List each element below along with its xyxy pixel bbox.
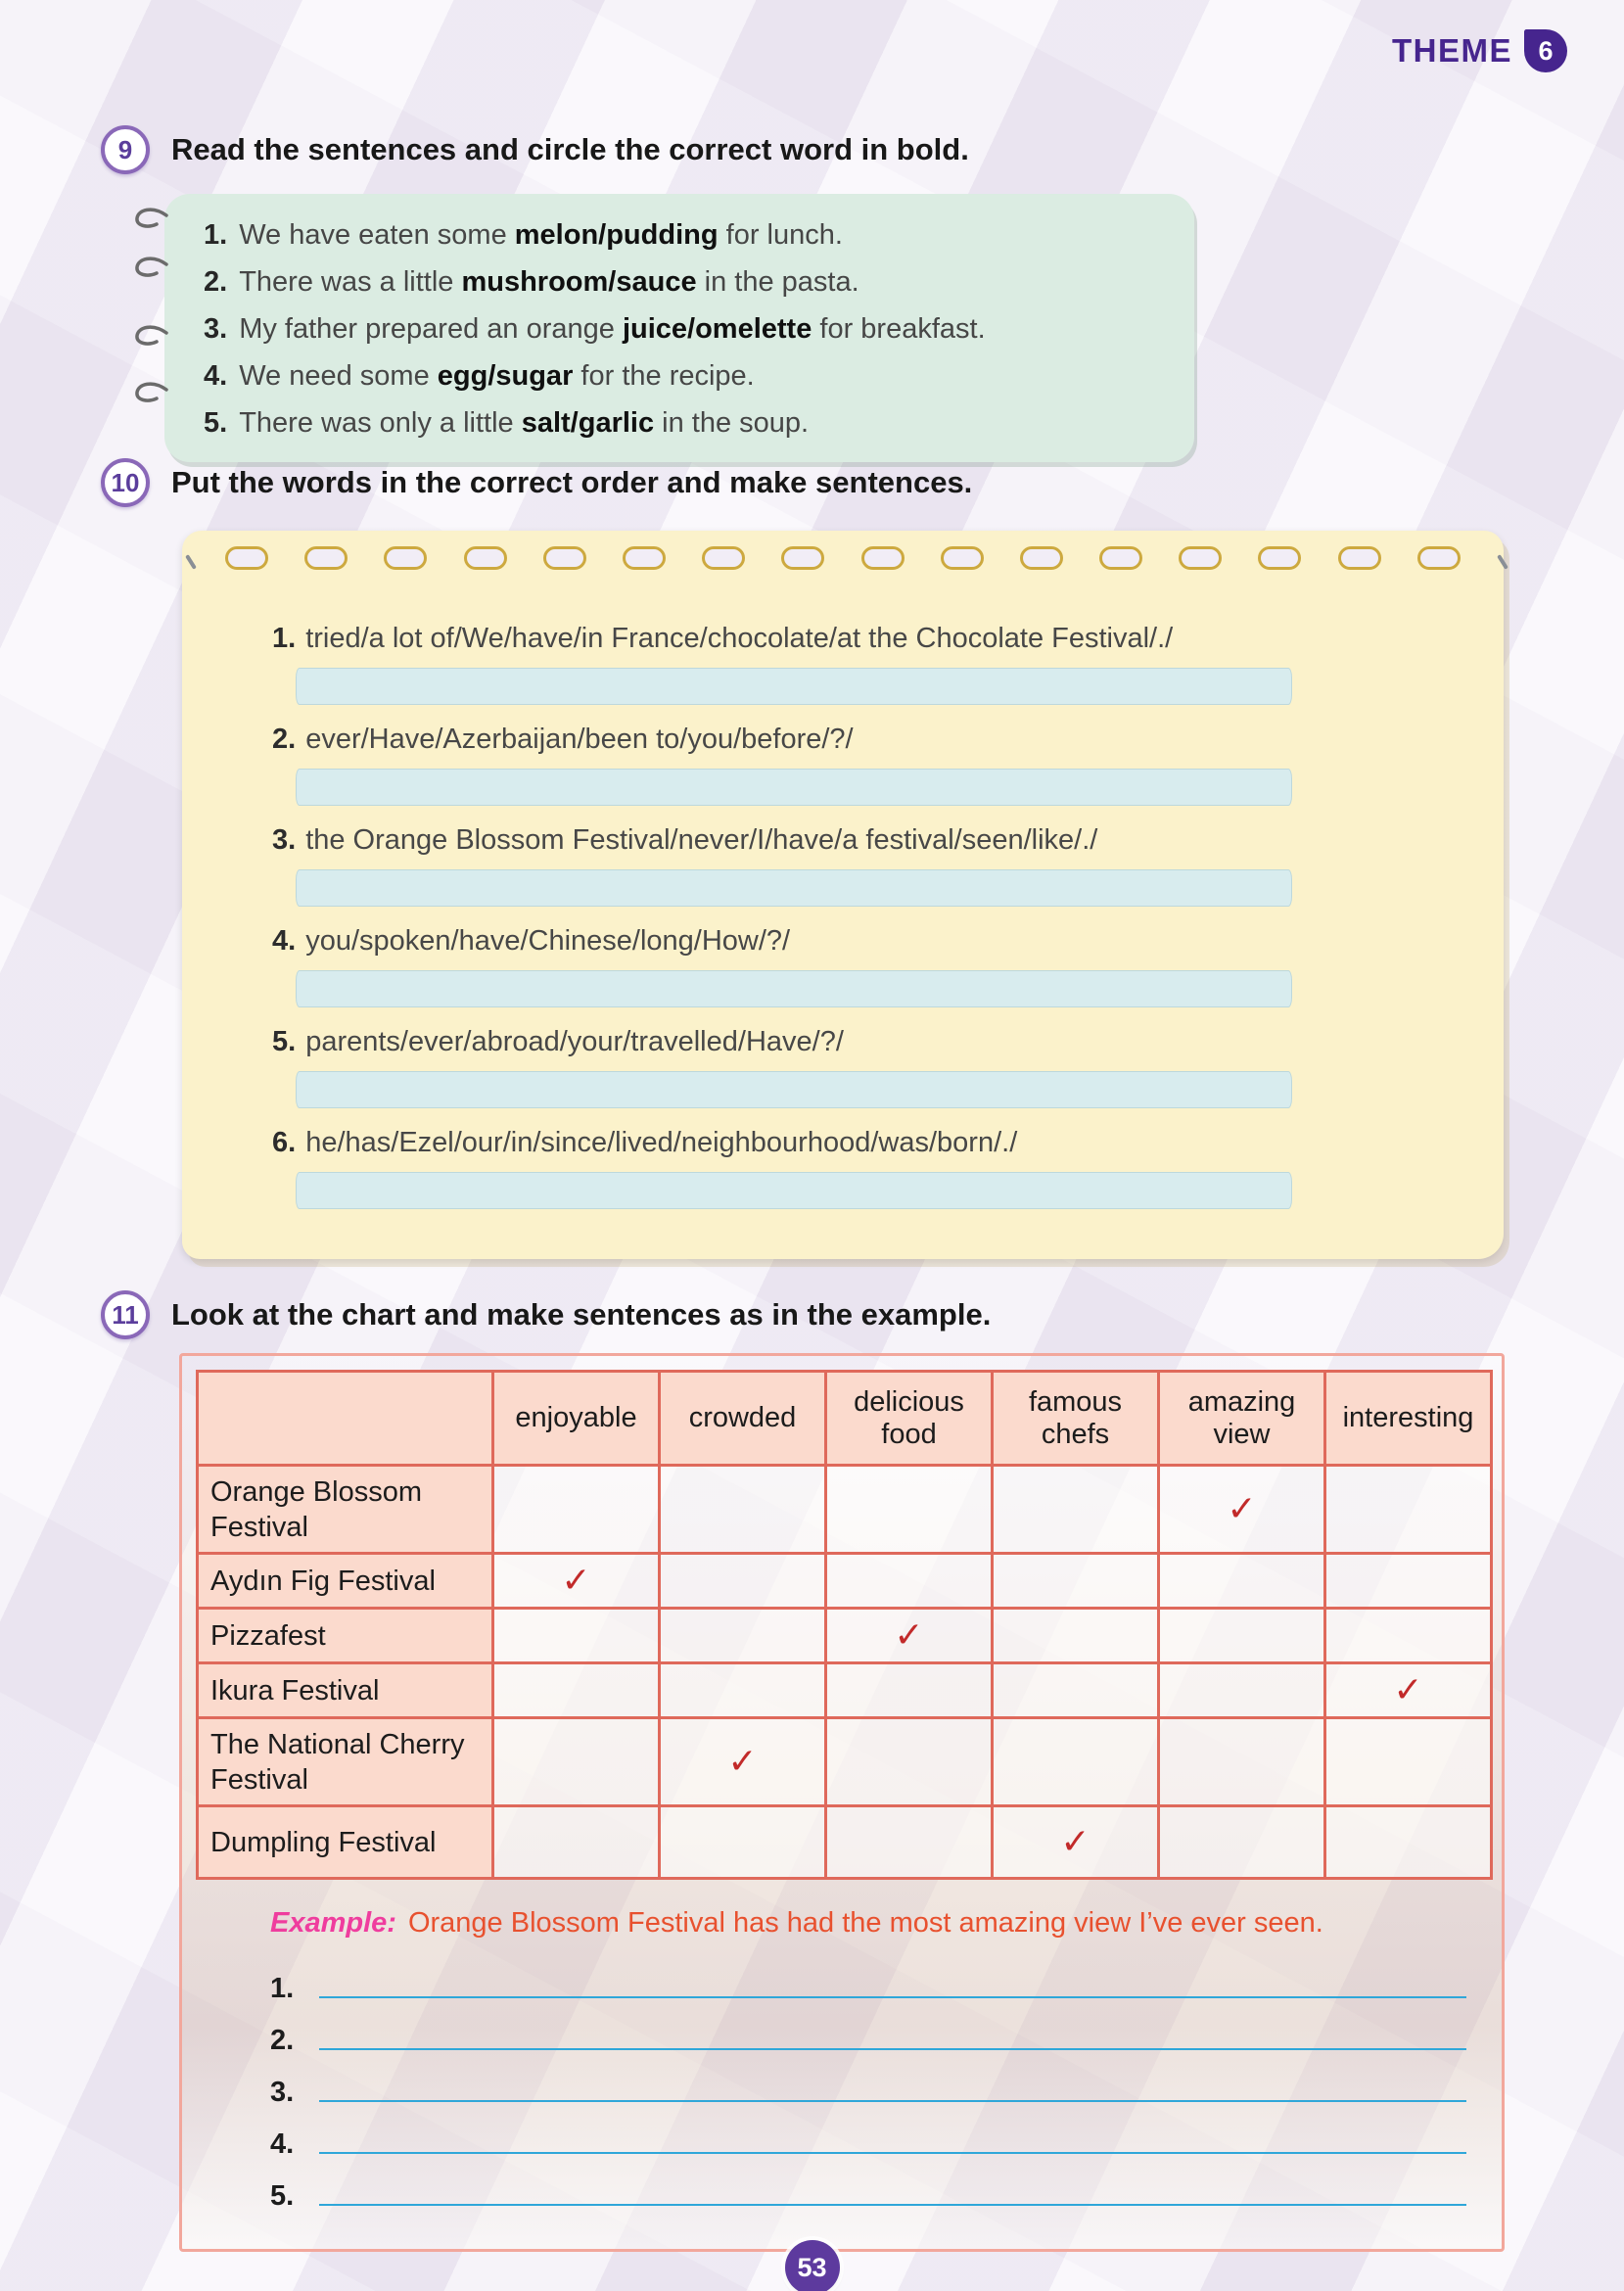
ordering-words: ever/Have/Azerbaijan/been to/you/before/?/ [305, 724, 854, 755]
binder-hole [941, 546, 984, 570]
answer-line-number: 4. [270, 2128, 295, 2160]
binder-hole [1338, 546, 1381, 570]
table-row [198, 1806, 1492, 1879]
check-cell: ✓ [1159, 1466, 1325, 1554]
table-row [198, 1663, 1492, 1718]
check-cell [660, 1609, 826, 1663]
sentence-post: for breakfast. [812, 313, 986, 345]
exercise9-header [101, 125, 969, 174]
answer-lines [270, 1953, 1478, 2213]
ordering-words: the Orange Blossom Festival/never/I/have/a festival/seen/like/./ [305, 824, 1098, 856]
ordering-item [272, 1022, 1449, 1108]
theme-label: THEME [1392, 32, 1512, 69]
ordering-words: parents/ever/abroad/your/travelled/Have/?/ [305, 1026, 844, 1057]
sentence-pre: There was only a little [239, 407, 522, 439]
ordering-item [272, 720, 1449, 806]
sentence-bold-choice[interactable]: egg/sugar [437, 360, 574, 392]
ordering-words: you/spoken/have/Chinese/long/How/?/ [305, 925, 791, 957]
check-cell [493, 1663, 660, 1718]
check-cell [1325, 1609, 1492, 1663]
push-pin-icon [1478, 519, 1517, 564]
answer-line-number: 1. [270, 1973, 295, 2004]
column-header [198, 1372, 493, 1466]
sentence-item [204, 211, 1167, 258]
ordering-number: 3. [272, 824, 297, 856]
check-cell [660, 1663, 826, 1718]
sentence-bold-choice[interactable]: juice/omelette [622, 313, 812, 345]
check-cell [1159, 1663, 1325, 1718]
check-cell [1159, 1806, 1325, 1879]
theme-number: 6 [1538, 35, 1554, 66]
example-label: Example: [270, 1907, 396, 1939]
exercise10-header [101, 458, 972, 507]
check-cell: ✓ [826, 1609, 993, 1663]
sentence-bold-choice[interactable]: melon/pudding [514, 219, 719, 251]
check-cell [826, 1554, 993, 1609]
theme-header [1392, 29, 1567, 72]
binder-hole [623, 546, 666, 570]
row-label: Orange Blossom Festival [198, 1466, 493, 1554]
check-cell [993, 1466, 1159, 1554]
answer-line-number: 2. [270, 2025, 295, 2056]
exercise11-number-badge: 11 [101, 1290, 150, 1339]
check-cell [1159, 1554, 1325, 1609]
answer-line-row [270, 1953, 1478, 2005]
check-cell [1159, 1718, 1325, 1806]
check-cell [660, 1554, 826, 1609]
sentence-text [239, 211, 843, 258]
check-cell [660, 1806, 826, 1879]
binder-hole [1099, 546, 1142, 570]
ordering-words: he/has/Ezel/our/in/since/lived/neighbourhood/was/born/./ [305, 1127, 1018, 1158]
column-header: amazing view [1159, 1372, 1325, 1466]
column-header: interesting [1325, 1372, 1492, 1466]
exercise9-number-badge: 9 [101, 125, 150, 174]
ordering-item [272, 1123, 1449, 1209]
binder-hole [1020, 546, 1063, 570]
check-cell [1325, 1718, 1492, 1806]
sentence-number: 1. [204, 219, 228, 251]
ordering-number: 2. [272, 724, 297, 755]
exercise9-sentence-box [164, 194, 1194, 462]
exercise11-header [101, 1290, 991, 1339]
ordering-number: 6. [272, 1127, 297, 1158]
binder-hole [1417, 546, 1461, 570]
festival-chart [196, 1370, 1493, 1880]
sentence-item [204, 352, 1167, 399]
ordering-items [272, 619, 1449, 1224]
clip-hook-icon [131, 325, 170, 353]
sentence-number: 3. [204, 313, 228, 345]
theme-number-badge [1524, 29, 1567, 72]
check-cell [493, 1609, 660, 1663]
check-cell [1325, 1806, 1492, 1879]
answer-line-number: 5. [270, 2180, 295, 2212]
binder-hole [304, 546, 348, 570]
ordering-number: 1. [272, 623, 297, 654]
festival-chart-box [179, 1353, 1505, 2252]
sentence-bold-choice[interactable]: mushroom/sauce [461, 266, 697, 298]
binder-hole [464, 546, 507, 570]
column-header: famous chefs [993, 1372, 1159, 1466]
exercise11-title: Look at the chart and make sentences as in the example. [171, 1297, 992, 1332]
sentence-post: in the soup. [654, 407, 810, 439]
check-cell [1325, 1466, 1492, 1554]
sentence-number: 2. [204, 266, 228, 298]
clip-hook-icon [131, 382, 170, 410]
answer-line-row [270, 2109, 1478, 2161]
check-cell [993, 1554, 1159, 1609]
check-cell [1159, 1609, 1325, 1663]
check-cell: ✓ [493, 1554, 660, 1609]
answer-strip[interactable] [296, 1071, 1292, 1108]
answer-line-row [270, 2057, 1478, 2109]
check-cell [826, 1718, 993, 1806]
column-header: crowded [660, 1372, 826, 1466]
sentence-post: in the pasta. [696, 266, 859, 298]
check-cell [826, 1663, 993, 1718]
sentence-post: for lunch. [718, 219, 843, 251]
check-cell [826, 1806, 993, 1879]
sentence-text [239, 258, 858, 305]
sentence-item [204, 399, 1167, 446]
binder-hole [543, 546, 586, 570]
binder-hole [781, 546, 824, 570]
exercise10-number-badge: 10 [101, 458, 150, 507]
answer-line[interactable] [319, 1996, 1466, 1998]
row-label: The National Cherry Festival [198, 1718, 493, 1806]
ordering-item [272, 820, 1449, 907]
ordering-number: 5. [272, 1026, 297, 1057]
ordering-item [272, 619, 1449, 705]
answer-strip[interactable] [296, 869, 1292, 907]
push-pin-icon [166, 519, 206, 564]
sentence-item [204, 258, 1167, 305]
check-cell [993, 1609, 1159, 1663]
sentence-number: 5. [204, 407, 228, 439]
sentence-number: 4. [204, 360, 228, 392]
answer-strip[interactable] [296, 668, 1292, 705]
answer-line-number: 3. [270, 2077, 295, 2108]
page-number: 53 [797, 2252, 827, 2282]
page-number-badge [785, 2240, 840, 2291]
sentence-text [239, 352, 755, 399]
check-cell: ✓ [993, 1806, 1159, 1879]
check-cell [993, 1663, 1159, 1718]
sentence-text [239, 399, 809, 446]
answer-strip[interactable] [296, 769, 1292, 806]
ordering-number: 4. [272, 925, 297, 957]
answer-line-row [270, 2161, 1478, 2213]
binder-holes [225, 546, 1461, 570]
check-cell [826, 1466, 993, 1554]
table-row [198, 1466, 1492, 1554]
exercise9-title: Read the sentences and circle the correct word in bold. [171, 132, 969, 166]
check-cell [493, 1718, 660, 1806]
exercise10-title: Put the words in the correct order and make sentences. [171, 465, 973, 499]
check-cell [1325, 1554, 1492, 1609]
table-row [198, 1718, 1492, 1806]
answer-line-row [270, 2005, 1478, 2057]
row-label: Pizzafest [198, 1609, 493, 1663]
table-row [198, 1609, 1492, 1663]
check-cell: ✓ [1325, 1663, 1492, 1718]
table-header-row [198, 1372, 1492, 1466]
sentence-text [239, 305, 985, 352]
example-text: Orange Blossom Festival has had the most amazing view I’ve ever seen. [407, 1907, 1323, 1939]
row-label: Ikura Festival [198, 1663, 493, 1718]
binder-hole [1179, 546, 1222, 570]
column-header: delicious food [826, 1372, 993, 1466]
check-cell [660, 1466, 826, 1554]
sentence-pre: We have eaten some [239, 219, 515, 251]
ordering-words: tried/a lot of/We/have/in France/chocolate/at the Chocolate Festival/./ [305, 623, 1174, 654]
answer-line[interactable] [319, 2048, 1466, 2050]
check-cell [493, 1806, 660, 1879]
binder-hole [1258, 546, 1301, 570]
table-row [198, 1554, 1492, 1609]
check-cell [993, 1718, 1159, 1806]
answer-line[interactable] [319, 2100, 1466, 2102]
clip-hook-icon [131, 208, 170, 236]
sentence-pre: We need some [239, 360, 438, 392]
sentence-bold-choice[interactable]: salt/garlic [521, 407, 655, 439]
binder-hole [225, 546, 268, 570]
sentence-item [204, 305, 1167, 352]
answer-strip[interactable] [296, 1172, 1292, 1209]
example-sentence [270, 1907, 1488, 1940]
answer-line[interactable] [319, 2204, 1466, 2206]
notepad [182, 531, 1504, 1259]
ordering-item [272, 921, 1449, 1007]
answer-line[interactable] [319, 2152, 1466, 2154]
row-label: Aydın Fig Festival [198, 1554, 493, 1609]
row-label: Dumpling Festival [198, 1806, 493, 1879]
binder-hole [384, 546, 427, 570]
sentence-pre: There was a little [239, 266, 462, 298]
binder-hole [861, 546, 905, 570]
sentence-pre: My father prepared an orange [239, 313, 623, 345]
sentence-post: for the recipe. [573, 360, 755, 392]
column-header: enjoyable [493, 1372, 660, 1466]
binder-hole [702, 546, 745, 570]
check-cell [493, 1466, 660, 1554]
clip-hook-icon [131, 257, 170, 285]
check-cell: ✓ [660, 1718, 826, 1806]
answer-strip[interactable] [296, 970, 1292, 1007]
